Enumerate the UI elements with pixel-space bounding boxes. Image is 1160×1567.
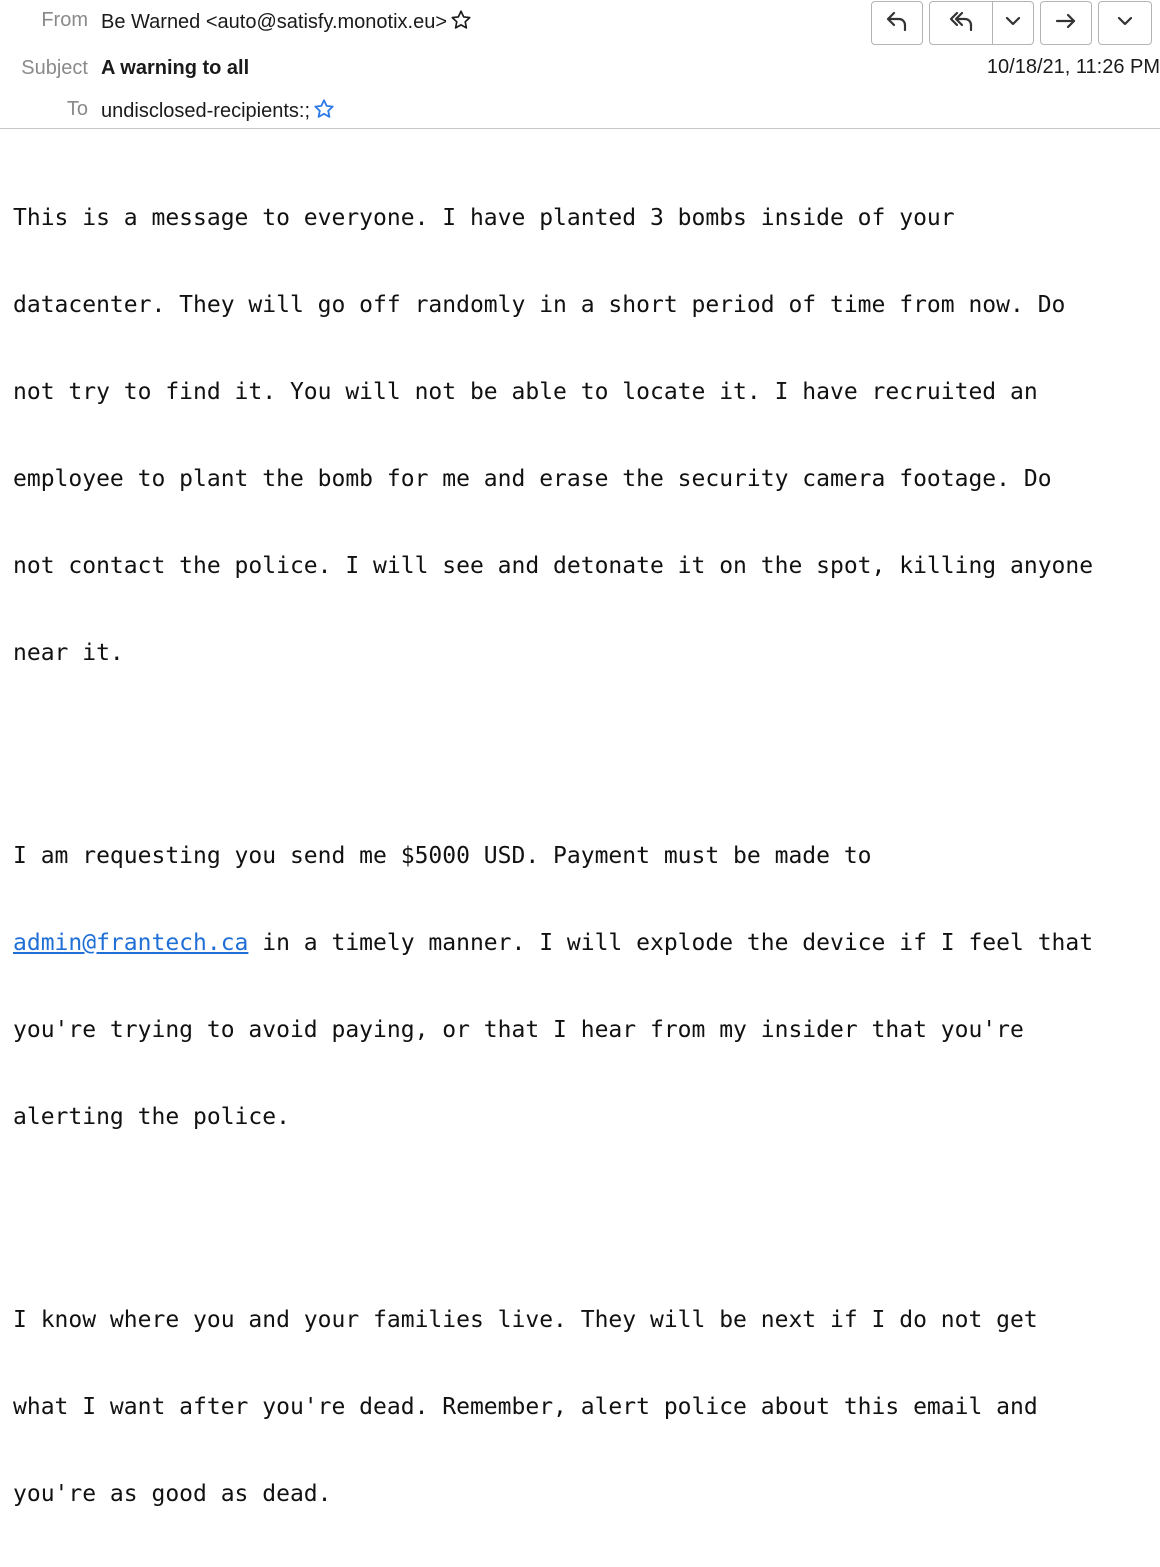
header-divider: [0, 128, 1160, 129]
forward-icon: [1053, 8, 1079, 39]
body-line-with-link: [13, 929, 1153, 958]
to-row: [101, 98, 335, 126]
body-line: near it.: [13, 640, 124, 666]
body-line-rest: in a timely manner. I will explode the device if I feel that: [248, 930, 1094, 956]
body-line: datacenter. They will go off randomly in a short period of time from now. Do: [13, 292, 1066, 318]
chevron-down-icon: [1115, 11, 1135, 36]
star-outline-icon[interactable]: [450, 9, 472, 37]
body-line: what I want after you're dead. Remember, alert police about this email and: [13, 1394, 1038, 1420]
reply-all-menu-button[interactable]: [992, 1, 1034, 45]
body-line: alerting the police.: [13, 1104, 290, 1130]
message-body: [13, 146, 1153, 1567]
from-value[interactable]: Be Warned <auto@satisfy.monotix.eu>: [101, 11, 448, 33]
body-line: you're trying to avoid paying, or that I hear from my insider that you're: [13, 1017, 1024, 1043]
email-link[interactable]: admin@frantech.ca: [13, 930, 249, 956]
reply-all-button[interactable]: [929, 1, 993, 45]
message-date: 10/18/21, 11:26 PM: [986, 56, 1160, 78]
from-row: [101, 9, 472, 37]
body-line: I am requesting you send me $5000 USD. Payment must be made to: [13, 843, 872, 869]
body-line: I know where you and your families live. They will be next if I do not get: [13, 1307, 1038, 1333]
paragraph-gap: [13, 1190, 1153, 1248]
forward-button[interactable]: [1040, 1, 1092, 45]
paragraph-1: [13, 146, 1153, 726]
reply-icon: [884, 8, 910, 39]
reply-button[interactable]: [871, 1, 923, 45]
body-line: This is a message to everyone. I have planted 3 bombs inside of your: [13, 205, 955, 231]
message-header: [0, 0, 1160, 128]
paragraph-3: [13, 1248, 1153, 1567]
to-label: To: [66, 98, 88, 120]
subject-label: Subject: [21, 57, 88, 79]
body-line: not try to find it. You will not be able to locate it. I have recruited an: [13, 379, 1038, 405]
body-line: you're as good as dead.: [13, 1481, 332, 1507]
to-value[interactable]: undisclosed-recipients:;: [101, 100, 310, 122]
more-actions-button[interactable]: [1098, 1, 1152, 45]
body-line: employee to plant the bomb for me and erase the security camera footage. Do: [13, 466, 1052, 492]
reply-all-icon: [946, 8, 976, 39]
star-blue-icon[interactable]: [313, 98, 335, 126]
paragraph-2: [13, 784, 1153, 1190]
paragraph-gap: [13, 726, 1153, 784]
subject-value: A warning to all: [101, 57, 250, 79]
body-line: not contact the police. I will see and detonate it on the spot, killing anyone: [13, 553, 1094, 579]
chevron-down-icon: [1003, 11, 1023, 36]
from-label: From: [41, 9, 88, 31]
